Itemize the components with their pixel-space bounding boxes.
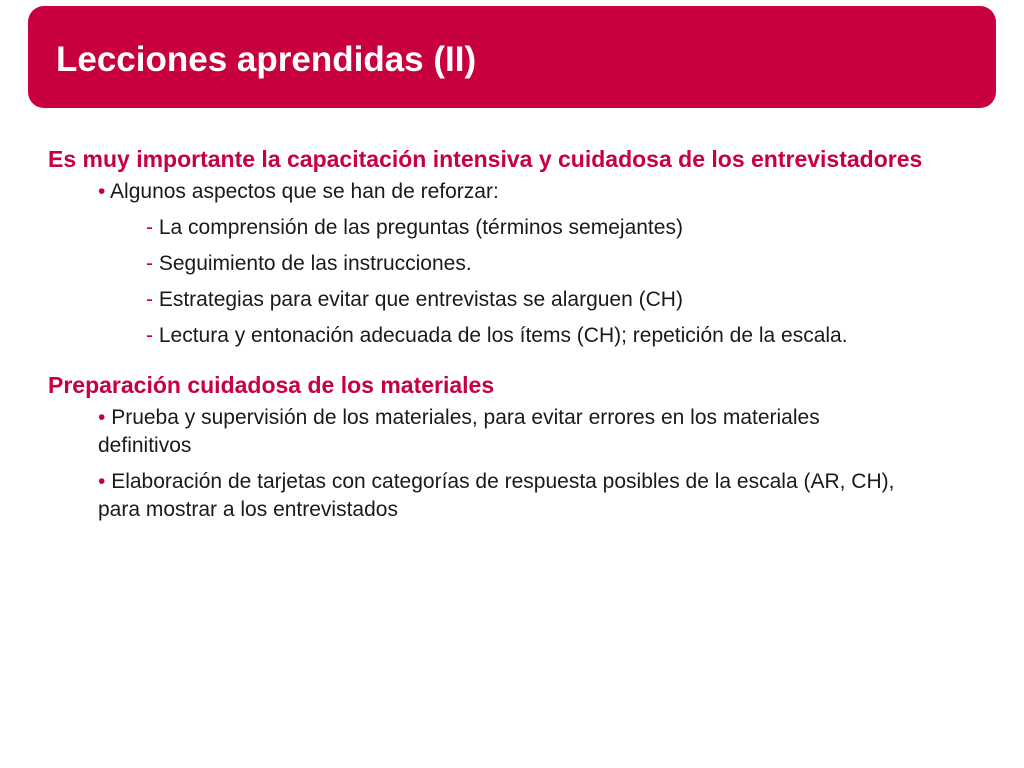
bullet-item-text: Prueba y supervisión de los materiales, para evitar errores en los materiales definitivos (98, 406, 820, 457)
slide-body (48, 144, 948, 524)
list-item (146, 250, 926, 278)
section-heading-training: Es muy importante la capacitación intensiva y cuidadosa de los entrevistadores (48, 146, 923, 172)
bullet-marker: • (98, 406, 106, 429)
dash-marker: - (146, 324, 153, 347)
bullet-item (98, 468, 918, 524)
list-item-text: Estrategias para evitar que entrevistas se alarguen (CH) (158, 288, 683, 311)
slide-title: Lecciones aprendidas (II) (56, 40, 477, 79)
bullet-item-text: Elaboración de tarjetas con categorías de respuesta posibles de la escala (AR, CH), para mostrar a los entrevistados (98, 470, 895, 521)
bullet-aspects-text: Algunos aspectos que se han de reforzar: (110, 180, 499, 203)
list-item-text: Lectura y entonación adecuada de los ítems (CH); repetición de la escala. (158, 324, 848, 347)
list-item (146, 322, 926, 350)
bullet-aspects (98, 178, 918, 206)
bullet-marker: • (98, 180, 106, 203)
dash-marker: - (146, 288, 153, 311)
title-banner (28, 6, 996, 108)
section-heading-materials: Preparación cuidadosa de los materiales (48, 372, 495, 398)
bullet-marker: • (98, 470, 106, 493)
dash-marker: - (146, 216, 153, 239)
bullet-item (98, 404, 918, 460)
list-item-text: La comprensión de las preguntas (términos semejantes) (158, 216, 683, 239)
list-item (146, 286, 926, 314)
list-item-text: Seguimiento de las instrucciones. (158, 252, 472, 275)
dash-marker: - (146, 252, 153, 275)
list-item (146, 214, 926, 242)
